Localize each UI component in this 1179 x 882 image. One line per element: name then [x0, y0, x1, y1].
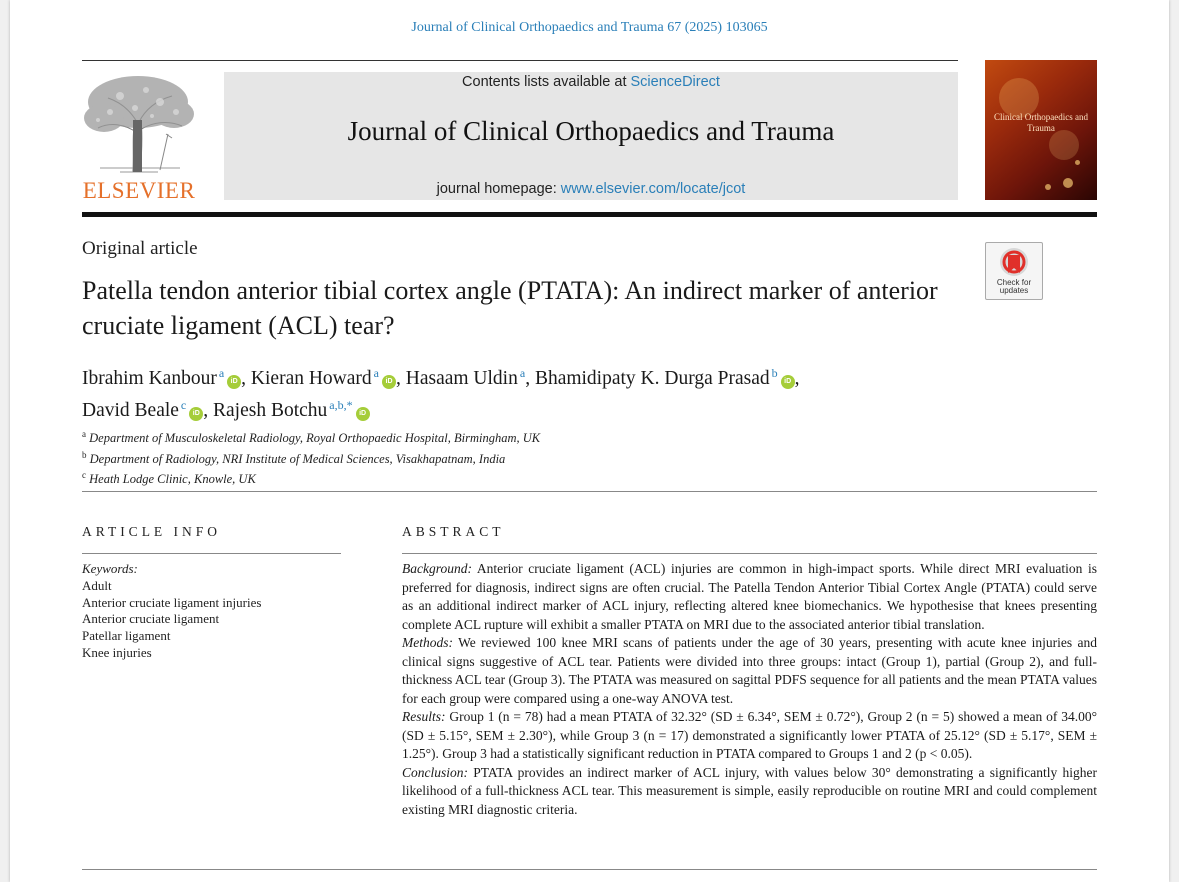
- author[interactable]: Ibrahim Kanbour $^a$iD: [82, 368, 241, 389]
- abstract-methods: Methods: We reviewed 100 knee MRI scans of patients under the age of 30 years, presenting with acute knee injuries and clinical signs suggestive of ACL tear. Patients were divided into three groups: intact (Group 1), partial (Group 2), and full-thickness ACL tear (Group 3). The PTATA was measured on sagittal PDFS sequence for all patients and the mean PTATA values for each group were compared using a one-way ANOVA test.: [402, 635, 1097, 706]
- keyword: Adult: [82, 577, 112, 593]
- publisher-name: ELSEVIER: [82, 178, 196, 203]
- affiliation: $^a$ Department of Musculoskeletal Radiology, Royal Orthopaedic Hospital, Birmingham, UK: [82, 429, 541, 446]
- divider: [402, 553, 1097, 554]
- article-type: Original article: [82, 238, 198, 259]
- affiliation: $^b$ Department of Radiology, NRI Institute of Medical Sciences, Visakhapatnam, India: [82, 449, 506, 466]
- author[interactable]: Rajesh Botchu $^{a,b,*}$iD: [213, 400, 370, 421]
- divider: [82, 491, 1097, 492]
- article-info-heading: ARTICLE INFO: [82, 524, 222, 539]
- journal-title: Journal of Clinical Orthopaedics and Trauma: [347, 116, 835, 146]
- divider: [82, 60, 958, 61]
- sciencedirect-link[interactable]: ScienceDirect: [630, 74, 720, 90]
- journal-cover-image[interactable]: [985, 60, 1097, 200]
- author[interactable]: David Beale $^c$iD: [82, 400, 203, 421]
- author[interactable]: Kieran Howard $^a$iD: [251, 368, 396, 389]
- divider: [82, 869, 1097, 870]
- contents-line: Contents lists available at ScienceDirect: [462, 74, 720, 90]
- header-divider: [82, 212, 1097, 217]
- keywords-list: [82, 561, 261, 662]
- divider: [82, 553, 341, 554]
- journal-reference[interactable]: Journal of Clinical Orthopaedics and Trauma 67 (2025) 103065: [411, 20, 768, 35]
- journal-banner: [224, 72, 958, 200]
- orcid-icon[interactable]: iD: [382, 375, 396, 389]
- abstract-body: [402, 560, 1097, 819]
- keyword: Patellar ligament: [82, 628, 171, 644]
- abstract-conclusion: Conclusion: PTATA provides an indirect marker of ACL injury, with values below 30° demonstrating a significantly higher likelihood of a full-thickness ACL tear. This measurement is simple, easily reproducible on routine MRI and could complement existing MRI diagnostic criteria.: [402, 764, 1097, 817]
- cover-title: Clinical Orthopaedics and Trauma: [994, 112, 1088, 133]
- check-for-updates-button[interactable]: [985, 242, 1043, 300]
- abstract-background: Background: Anterior cruciate ligament (ACL) injuries are common in high-impact sports. While direct MRI evaluation is preferred for diagnosis, indirect signs are often crucial. The Patella Tendon Anterior Tibial Cortex Angle (PTATA) could serve as an additional indirect marker of ACL injury, reflecting altered knee biomechanics. We hypothesise that knees presenting complete ACL rupture will exhibit a smaller PTATA on MRI due to the associated anterior tibial translation.: [402, 561, 1097, 632]
- orcid-icon[interactable]: iD: [356, 407, 370, 421]
- homepage-line: journal homepage: www.elsevier.com/locate/jcot: [436, 181, 746, 197]
- author[interactable]: Bhamidipaty K. Durga Prasad $^b$iD: [535, 368, 795, 389]
- keywords-label: Keywords:: [82, 561, 138, 576]
- keyword: Anterior cruciate ligament injuries: [82, 594, 262, 610]
- tree-icon: [80, 72, 198, 176]
- homepage-link[interactable]: www.elsevier.com/locate/jcot: [560, 181, 746, 197]
- keyword: Anterior cruciate ligament: [82, 611, 220, 627]
- article-title: Patella tendon anterior tibial cortex angle (PTATA): An indirect marker of anterior cruciate ligament (ACL) tear?: [82, 276, 938, 340]
- orcid-icon[interactable]: iD: [227, 375, 241, 389]
- abstract-heading: ABSTRACT: [402, 524, 505, 539]
- elsevier-logo[interactable]: [80, 72, 198, 204]
- keyword: Knee injuries: [82, 644, 152, 660]
- affiliation: $^c$ Heath Lodge Clinic, Knowle, UK: [82, 470, 256, 487]
- check-updates-label: Check for updates: [996, 278, 1032, 295]
- affiliations: [82, 426, 540, 488]
- bookmark-icon: [986, 245, 1042, 281]
- author-list: Ibrahim Kanbour $^a$iD , Kieran Howard $^a$iD , Hasaam Uldin $^a$, Bhamidipaty K. Durga Prasad $^b$iD , David Beale $^c$iD , Rajesh Botchu $^{a,b,*}$iD: [82, 366, 800, 421]
- author[interactable]: Hasaam Uldin $^a$: [405, 366, 526, 389]
- orcid-icon[interactable]: iD: [781, 375, 795, 389]
- abstract-results: Results: Group 1 (n = 78) had a mean PTATA of 32.32° (SD ± 6.34°, SEM ± 0.72°), Group 2 (n = 5) showed a mean of 34.00° (SD ± 5.15°, SEM ± 2.30°), while Group 3 (n = 17) demonstrated a significantly lower PTATA of 25.12° (SD ± 5.17°, SEM ± 1.25°). Group 3 had a statistically significant reduction in PTATA compared to Groups 1 and 2 (p < 0.05).: [402, 709, 1097, 761]
- article-page: [10, 0, 1169, 882]
- orcid-icon[interactable]: iD: [189, 407, 203, 421]
